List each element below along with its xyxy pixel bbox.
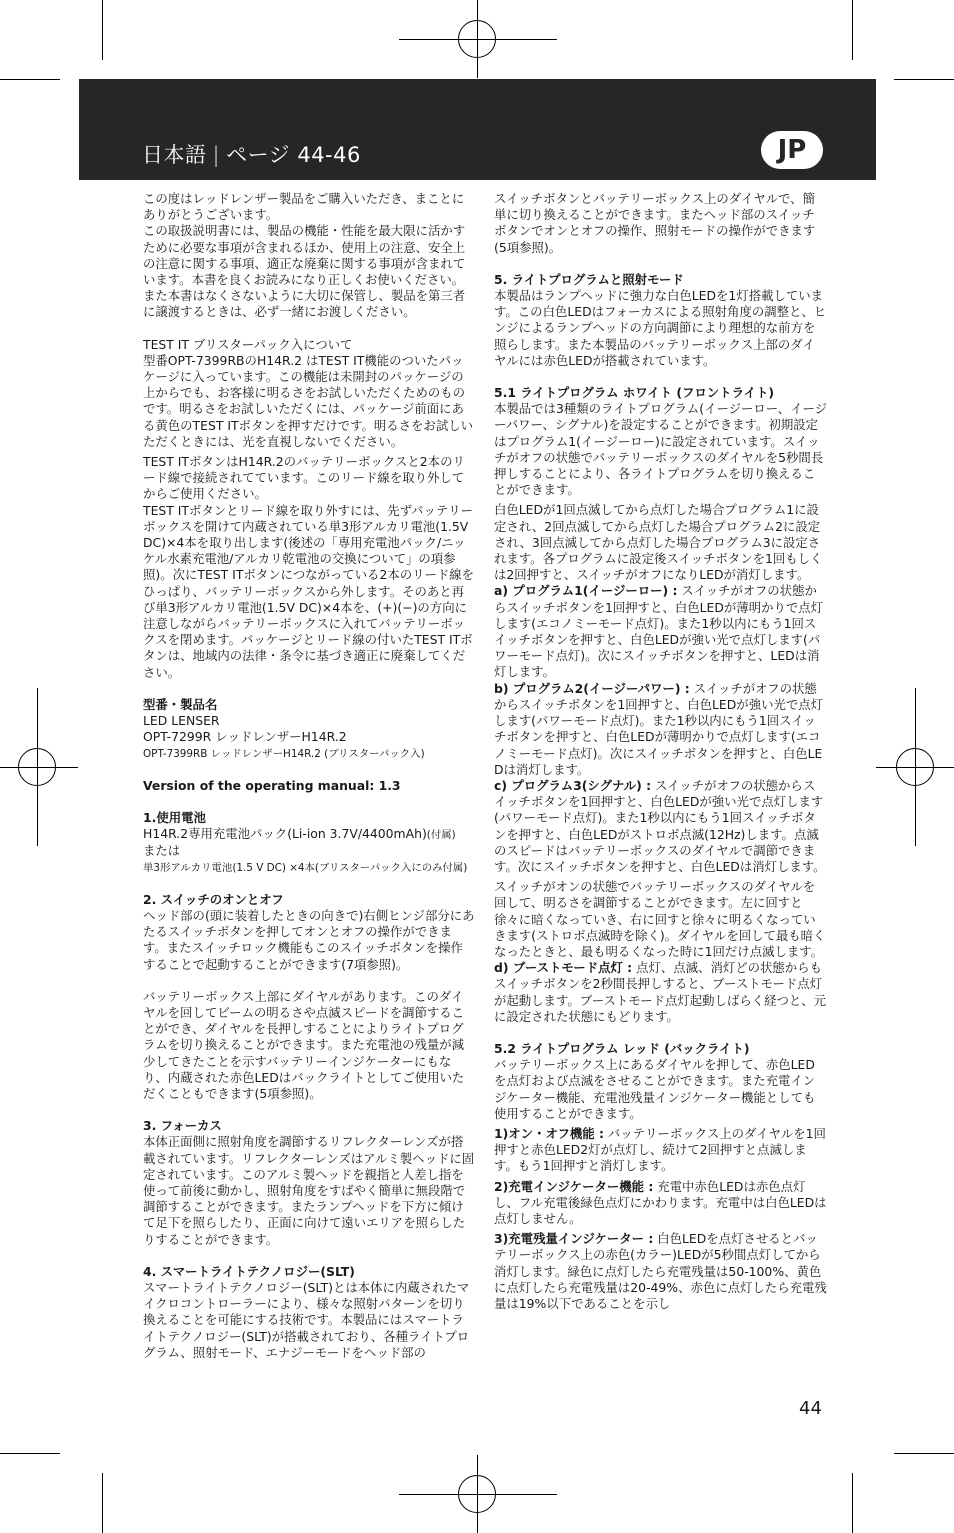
section-4-continued: スイッチボタンとバッテリーボックス上のダイヤルで、簡単に切り換えることができます。またヘッド部のスイッチボタンでオンとオフの操作、照射モードの操作ができます(5項参照)。 — [494, 191, 816, 255]
model-line: LED LENSER — [143, 713, 220, 729]
title-separator: | — [212, 143, 221, 167]
crop-mark — [102, 1473, 103, 1533]
section-2-paragraph: ヘッド部の(頭に装着したときの向きで)右側ヒンジ部分にあたるスイッチボタンを押してオンとオフの操作ができます。またスイッチロック機能もこのスイッチボタンを操作することで起動することができます(7項参照)。 — [143, 907, 475, 972]
program-1-item: a) プログラム1(イージーロー) : スイッチがオフの状態からスイッチボタンを1回押すと、白色LEDが薄明かりで点灯します(エコノミーモード点灯)。また1秒以内にもう1回スイッチボタンを押すと、白色LEDが強い光で点灯します(パワーモード点灯)。次にスイッチボタンを押すと、LEDは消灯します。 — [494, 583, 824, 680]
section-5-2-paragraph: バッテリーボックス上にあるダイヤルを押して、赤色LEDを点灯および点滅をさせることができます。また充電インジケーター機能、充電池残量インジケーター機能としても使用することができます。 — [494, 1057, 816, 1121]
intro-paragraph: この取扱説明書には、製品の機能・性能を最大限に活かすために必要な事項が含まれるほか、使用上の注意、安全上の注意に関する事項、適正な廃棄に関する事項が含まれています。本書を良くお読みになり正しくお使いください。また本書はなくさないように大切に保管し、製品を第三者に譲渡するときは、必ず一緒にお渡しください。 — [143, 223, 466, 320]
page-title — [142, 139, 361, 169]
crop-mark — [894, 1453, 954, 1454]
section-5-1-paragraph: 白色LEDが1回点滅してから点灯した場合プログラム1に設定され、2回点滅してから点灯した場合プログラム2に設定され、3回点滅してから点灯した場合プログラム3に設定されます。各プログラムに設定後スイッチボタンを1回もしくは2回押すと、スイッチがオフになりLEDが消灯します。 — [494, 502, 823, 583]
crop-mark — [894, 79, 954, 80]
crop-mark — [852, 0, 853, 60]
program-2-item: b) プログラム2(イージーパワー) : スイッチがオフの状態からスイッチボタンを1回押すと、白色LEDが強い光で点灯します(パワーモード点灯)。また1秒以内にもう1回スイッチボタンを押すと、白色LEDが薄明かりで点灯します(エコノミーモード点灯)。次にスイッチボタンを押すと、白色LEDは消灯します。 — [494, 680, 824, 777]
charge-indicator-item: 2)充電インジケーター機能 : 充電中赤色LEDは赤色点灯し、フル充電後緑色点灯にかわります。充電中は白色LEDは点灯しません。 — [494, 1178, 827, 1226]
crop-mark — [0, 1453, 60, 1454]
language-label: 日本語 — [142, 143, 207, 167]
model-line: OPT-7399RB レッドレンザーH14R.2 (ブリスターパック入) — [143, 747, 425, 760]
crop-mark — [0, 79, 60, 80]
language-header-bar — [79, 79, 876, 180]
remaining-charge-item: 3)充電残量インジケーター : 白色LEDを点灯させるとバッテリーボックス上の赤色(カラー)LEDが5秒間点灯してから消灯します。緑色に点灯したら充電残量は50-100%、黄色に点灯したら充電残量は20-49%、赤色に点灯したら充電残量は19%以下であることを示し — [494, 1231, 827, 1311]
section-3-heading: 3. フォーカス — [143, 1118, 222, 1134]
language-badge: JP — [761, 131, 823, 169]
section-3-paragraph: 本体正面側に照射角度を調節するリフレクターレンズが搭載されています。リフレクターレンズはアルミ製ヘッドに固定されています。このアルミ製ヘッドを親指と人差し指を使って前後に動かし、照射角度をすばやく簡単に無段階で調節することができます。またランプヘッドを下方に傾けて足下を照らしたり、正面に向けて遠いエリアを照らしたりすることができます。 — [143, 1134, 475, 1247]
model-heading: 型番・製品名 — [143, 696, 218, 712]
right-column — [494, 191, 827, 1316]
section-1-heading: 1.使用電池 — [143, 809, 206, 825]
section-2-heading: 2. スイッチのオンとオフ — [143, 891, 284, 907]
page-range: ページ 44-46 — [226, 143, 361, 167]
on-off-item: 1)オン・オフ機能 : バッテリーボックス上のダイヤルを1回押すと赤色LED2灯が点灯し、続けて2回押すと点滅します。もう1回押すと消灯します。 — [494, 1125, 826, 1174]
section-4-heading: 4. スマートライトテクノロジー(SLT) — [143, 1263, 355, 1279]
crop-mark — [102, 0, 103, 60]
program-3-item: c) プログラム3(シグナル) : スイッチがオフの状態からスイッチボタンを1回押すと、白色LEDが強い光で点灯します(パワーモード点灯)。また1秒以内にもう1回スイッチボタンを押すと、白色LEDがストロボ点滅(12Hz)します。点滅のスピードはバッテリーボックスのダイヤルで調節できます。次にスイッチボタンを押すと、白色LEDは消灯します。 — [494, 777, 826, 874]
test-it-paragraph: TEST ITボタンとリード線を取り外すには、先ずバッテリーボックスを開けて内蔵されている単3形アルカリ電池(1.5V DC)×4本を取り出します(後述の「専用充電池パック/ニッケル水素充電池/アルカリ乾電池の交換について」の項参照)。次にTEST ITボタンにつながっている2本のリード線をひっぱり、バッテリーボックスから外します。そのあと再び単3形アルカリ電池(1.5V DC)×4本を、(+)(−)の方向に注意しながらバッテリーボックスに入れてバッテリーボックスを閉めます。パッケージとリード線の付いたTEST ITボタンは、地域内の法律・条令に基づき適正に廃棄してください。 — [143, 502, 475, 680]
section-5-2-heading: 5.2 ライトプログラム レッド (バックライト) — [494, 1040, 750, 1056]
left-column — [143, 191, 475, 1365]
intro-paragraph: この度はレッドレンザー製品をご購入いただき、まことにありがとうございます。 — [143, 191, 465, 223]
section-5-paragraph: 本製品はランプヘッドに強力な白色LEDを1灯搭載しています。この白色LEDはフォーカスによる照射角度の調整と、ヒンジによるランプヘッドの方向調節により理想的な前方を照らします。また本製品のバッテリーボックス上部のダイヤルには赤色LEDが搭載されています。 — [494, 288, 827, 368]
crop-mark — [852, 1473, 853, 1533]
page-number: 44 — [799, 1398, 822, 1419]
model-line: OPT-7299R レッドレンザーH14R.2 — [143, 729, 347, 745]
battery-line: 単3形アルカリ電池(1.5 V DC) ×4本(ブリスターパック入にのみ付属) — [143, 861, 468, 874]
section-4-paragraph: スマートライトテクノロジー(SLT)とは本体に内蔵されたマイクロコントローラーにより、様々な照射パターンを切り換えることを可能にする技術です。本製品にはスマートライトテクノロジー(SLT)が搭載されており、各種ライトプログラム、照射モード、エナジーモードをヘッド部の — [143, 1279, 470, 1360]
boost-mode-item: d) ブーストモード点灯 : 点灯、点滅、消灯どの状態からもスイッチボタンを2秒間長押しすると、ブーストモード点灯が起動します。ブーストモード点灯起動しばらく経つと、元に設定された状態にもどります。 — [494, 960, 827, 1024]
test-it-heading: TEST IT ブリスターパック入について — [143, 336, 353, 352]
test-it-paragraph: TEST ITボタンはH14R.2のバッテリーボックスと2本のリード線で接続されてています。このリード線を取り外してからご使用ください。 — [143, 454, 465, 502]
test-it-paragraph: 型番OPT-7399RBのH14R.2 はTEST IT機能のついたパッケージに入っています。この機能は未開封のパッケージの上からでも、お客様に明るさをお試しいただくためのものです。明るさをお試しいただくには、パッケージ前面にある黄色のTEST ITボタンを押すだけです。明るさをお試しいただくときには、光を直視しないでください。 — [143, 352, 473, 449]
battery-line: H14R.2専用充電池パック(Li-ion 3.7V/4400mAh)(付属) — [143, 826, 456, 842]
section-5-1-heading: 5.1 ライトプログラム ホワイト (フロントライト) — [494, 385, 775, 401]
battery-or: または — [143, 843, 181, 859]
manual-version: Version of the operating manual: 1.3 — [143, 777, 401, 793]
section-2-paragraph: バッテリーボックス上部にダイヤルがあります。このダイヤルを回してビームの明るさや点滅スピードを調節することができ、ダイヤルを長押しすることによりライトプログラムを切り換えることができます。また充電池の残量が減少してきたことを示すバッテリーインジケーターにもなり、内蔵された赤色LEDはバックライトとしてご使用いただくこともできます(5項参照)。 — [143, 988, 465, 1101]
dial-paragraph: スイッチがオンの状態でバッテリーボックスのダイヤルを回して、明るさを調節することができます。左に回すと徐々に暗くなっていき、右に回すと徐々に明るくなっていきます(ストロボ点滅時を除く)。ダイヤルを回して最も暗くなったときと、最も明るくなった時に1回だけ点滅します。 — [494, 879, 826, 959]
section-5-heading: 5. ライトプログラムと照射モード — [494, 271, 684, 287]
section-5-1-paragraph: 本製品では3種類のライトプログラム(イージーロー、イージーパワー、シグナル)を設定することができます。初期設定はプログラム1(イージーロー)に設定されています。スイッチがオフの状態でバッテリーボックスのダイヤルを5秒間長押しすることにより、各ライトプログラムを切り換えることができます。 — [494, 401, 828, 498]
